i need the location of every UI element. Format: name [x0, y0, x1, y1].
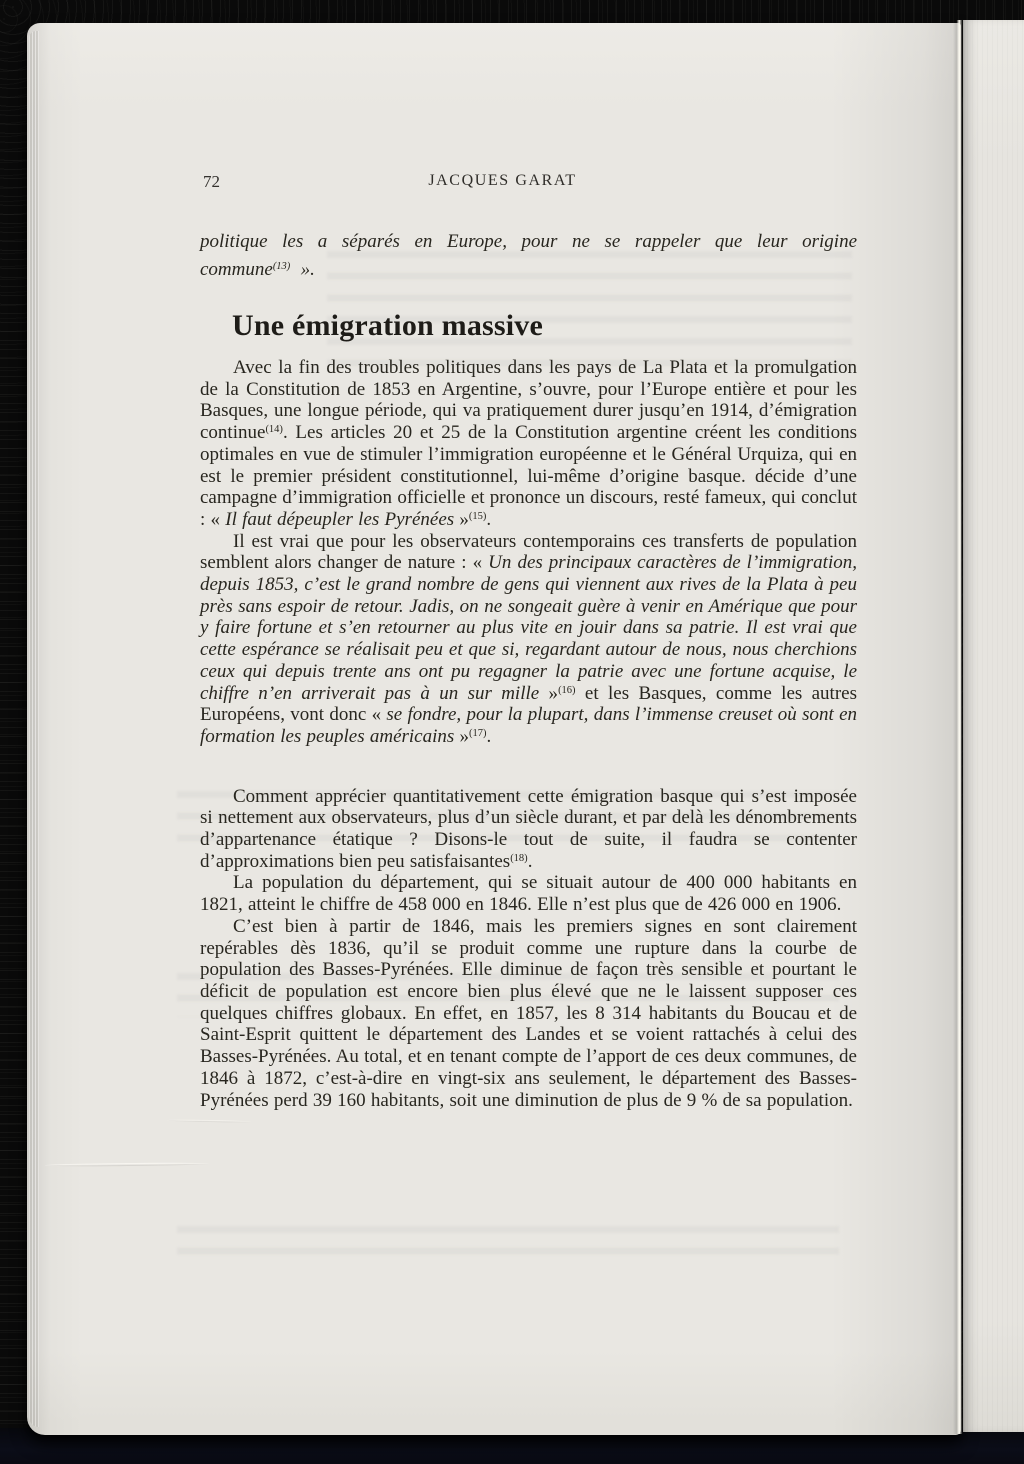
paragraph: Avec la fin des troubles politiques dans les pays de La Plata et la promulgation de la Constitution de 1853 en Argentine, s’ouvre, pour l’Europe entière et pour les Basques, une longue période, qui va pratiquement durer jusqu’en 1914, d’émigration continue$^{(14)}$. Les articles 20 et 25 de la Constitution argentine créent les conditions optimales en vue de stimuler l’immigration européenne et le Général Urquiza, qui en est le premier président constitutionnel, lui-même d’origine basque. décide d’une campagne d’immigration officielle et prononce un discours, resté fameux, qui conclut : « Il faut dépeupler les Pyrénées »$^{(15)}$.	[200, 357, 857, 530]
paragraph: Il est vrai que pour les observateurs contemporains ces transferts de population semblent alors changer de nature : « Un des principaux caractères de l’immigration, depuis 1853, c’est le grand nombre de gens qui viennent aux rives de la Plata à peu près sans espoir de retour. Jadis, on ne songeait guère à venir en Amérique que pour y faire fortune et s’en retourner au plus vite en jouir dans sa patrie. Il est vrai que cette espérance se réalisait peu et que si, regardant autour de nous, nous cherchions ceux qui depuis trente ans ont pu regagner la patrie avec une fortune acquise, le chiffre n’en arriverait pas à un sur mille »$^{(16)}$ et les Basques, comme les autres Européens, vont donc « se fondre, pour la plupart, dans l’immense creuset où sont en formation les peuples américains »$^{(17)}$.	[200, 530, 858, 747]
paper-crease	[167, 1119, 252, 1122]
text-column	[200, 228, 857, 1111]
running-header: JACQUES GARAT	[428, 172, 577, 189]
page-showthrough	[177, 1226, 839, 1260]
scanned-page	[27, 23, 961, 1435]
page-edge-stack	[29, 31, 39, 1427]
paragraph: La population du département, qui se situait autour de 400 000 habitants en 1821, atteint le chiffre de 458 000 en 1846. Elle n’est plus que de 426 000 en 1906.	[200, 872, 857, 916]
page-header	[200, 170, 857, 194]
paragraph: C’est bien à partir de 1846, mais les premiers signes en sont clairement repérables dès 1836, qu’il se produit comme une rupture dans la courbe de population des Basses-Pyrénées. Elle diminue de façon très sensible et pourtant le déficit de population est encore bien plus élevé que ne le laissent supposer ces quelques chiffres globaux. En effet, en 1857, les 8 314 habitants du Boucau et de Saint-Esprit quittent le département des Landes et se voient rattachés à celui des Basses-Pyrénées. Au total, et en tenant compte de l’apport de ces deux communes, de 1846 à 1872, c’est-à-dire en vingt-six ans seulement, le département des Basses-Pyrénées perd 39 160 habitants, soit une diminution de plus de 9 % de sa population.	[200, 915, 857, 1111]
section-heading: Une émigration massive	[232, 309, 544, 342]
facing-page-edge	[963, 20, 1024, 1432]
page-number: 72	[203, 172, 220, 191]
paper-crease	[45, 1162, 210, 1167]
opening-quote: politique les a séparés en Europe, pour ne se rappeler que leur origine commune$^{(13)}$ ».	[200, 231, 857, 280]
book-gutter	[953, 20, 965, 1434]
paragraph: Comment apprécier quantitativement cette émigration basque qui s’est imposée si nettement aux observateurs, plus d’un siècle durant, et par delà les dénombrements d’appartenance étatique ? Disons-le tout de suite, il faudra se contenter d’approximations bien peu satisfaisantes$^{(18)}$.	[200, 785, 857, 872]
